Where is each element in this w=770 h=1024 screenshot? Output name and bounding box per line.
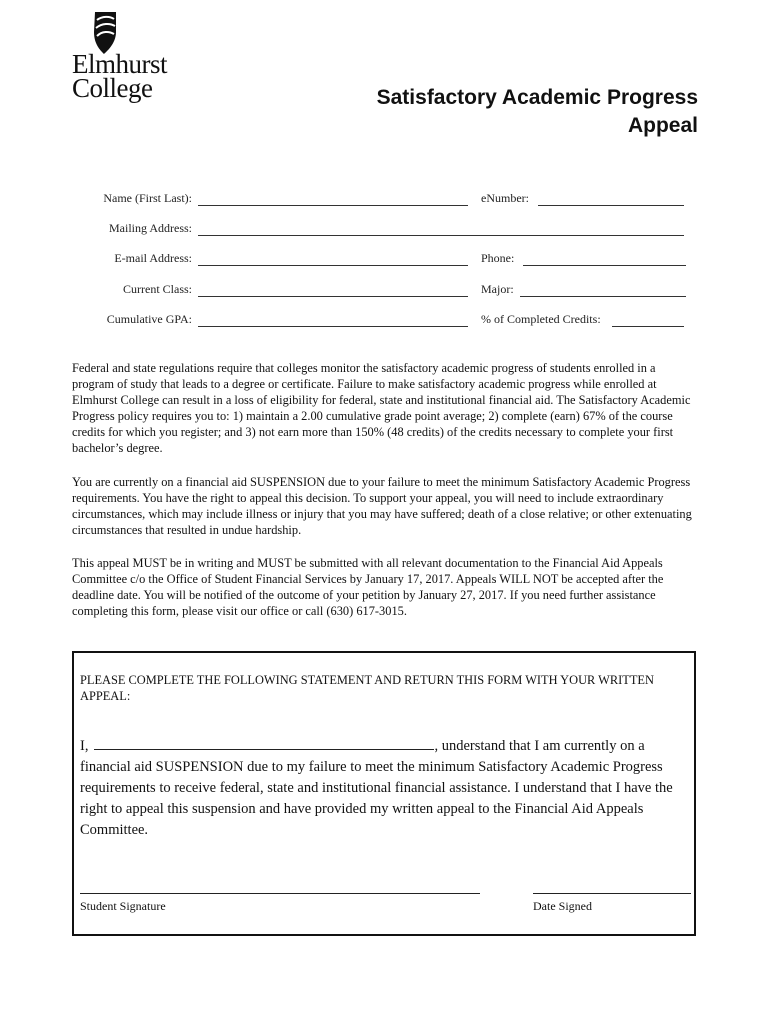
date-signed-label: Date Signed (533, 899, 592, 913)
logo-text-elmhurst: Elmhurst (72, 49, 167, 79)
statement-prefix: I, (80, 738, 89, 754)
paragraph-regulations: Federal and state regulations require that colleges monitor the satisfactory academic progress of students enrolled in a program of study that leads to a degree or certificate. Failure to make satisfactory academic progress while enrolled at Elmhurst College can result in a loss of eligibility for federal, state and institutional financial aid. The Satisfactory Academic Progress policy requires you to: 1) maintain a 2.00 cumulative grade point average; 2) complete (earn) 67% of the course credits for which you register; and 3) not earn more than 150% (48 credits) of the credits necessary to complete your first bachelor’s degree. (72, 361, 691, 455)
major-field[interactable] (520, 296, 686, 297)
gpa-field[interactable] (198, 326, 468, 327)
credits-label: % of Completed Credits: (481, 312, 601, 326)
class-label: Current Class: (123, 282, 192, 296)
mailing-address-field[interactable] (198, 235, 684, 236)
email-label: E-mail Address: (114, 251, 192, 265)
paragraph-deadline: This appeal MUST be in writing and MUST be submitted with all relevant documentation to the Financial Aid Appeals Committee c/o the Office of Student Financial Services by January 17, 2017. Appeals WILL NOT be accepted after the deadline date. You will be notified of the outcome of your petition by January 27, 2017. If you need further assistance completing this form, please visit our office or call (630) 617-3015. (72, 556, 664, 618)
statement-body: , understand that I am currently on a financial aid SUSPENSION due to my failure to meet the minimum Satisfactory Academic Progress requirements to receive federal, state and institutional financial assistance. I understand that I have the right to appeal this suspension and have provided my written appeal to the Financial Aid Appeals Committee. (80, 738, 673, 838)
email-field[interactable] (198, 265, 468, 266)
statement-text (80, 735, 692, 841)
paragraph-suspension: You are currently on a financial aid SUSPENSION due to your failure to meet the minimum Satisfactory Academic Progress requirements. You have the right to appeal this decision. To support your appeal, you will need to include extraordinary circumstances, which may include illness or injury that you may have suffered; death of a close relative; or other extenuating circumstances that resulted in undue hardship. (72, 475, 692, 537)
student-signature-line[interactable] (80, 893, 480, 894)
title-line-2: Appeal (627, 114, 698, 137)
date-signed-line[interactable] (533, 893, 691, 894)
phone-field[interactable] (523, 265, 686, 266)
title-line-1: Satisfactory Academic Progress (376, 86, 698, 109)
student-name-blank[interactable] (94, 735, 434, 750)
student-signature-label: Student Signature (80, 899, 166, 913)
major-label: Major: (481, 282, 514, 296)
gpa-label: Cumulative GPA: (106, 312, 192, 326)
mailing-label: Mailing Address: (109, 221, 192, 235)
logo-text-college: College (72, 73, 153, 103)
current-class-field[interactable] (198, 296, 468, 297)
page-title (377, 84, 698, 140)
name-label: Name (First Last): (103, 191, 192, 205)
enumber-label: eNumber: (481, 191, 529, 205)
name-field[interactable] (198, 205, 468, 206)
completed-credits-field[interactable] (612, 326, 684, 327)
statement-heading: PLEASE COMPLETE THE FOLLOWING STATEMENT AND RETURN THIS FORM WITH YOUR WRITTEN APPEAL: (80, 673, 654, 703)
phone-label: Phone: (481, 251, 515, 265)
enumber-field[interactable] (538, 205, 684, 206)
